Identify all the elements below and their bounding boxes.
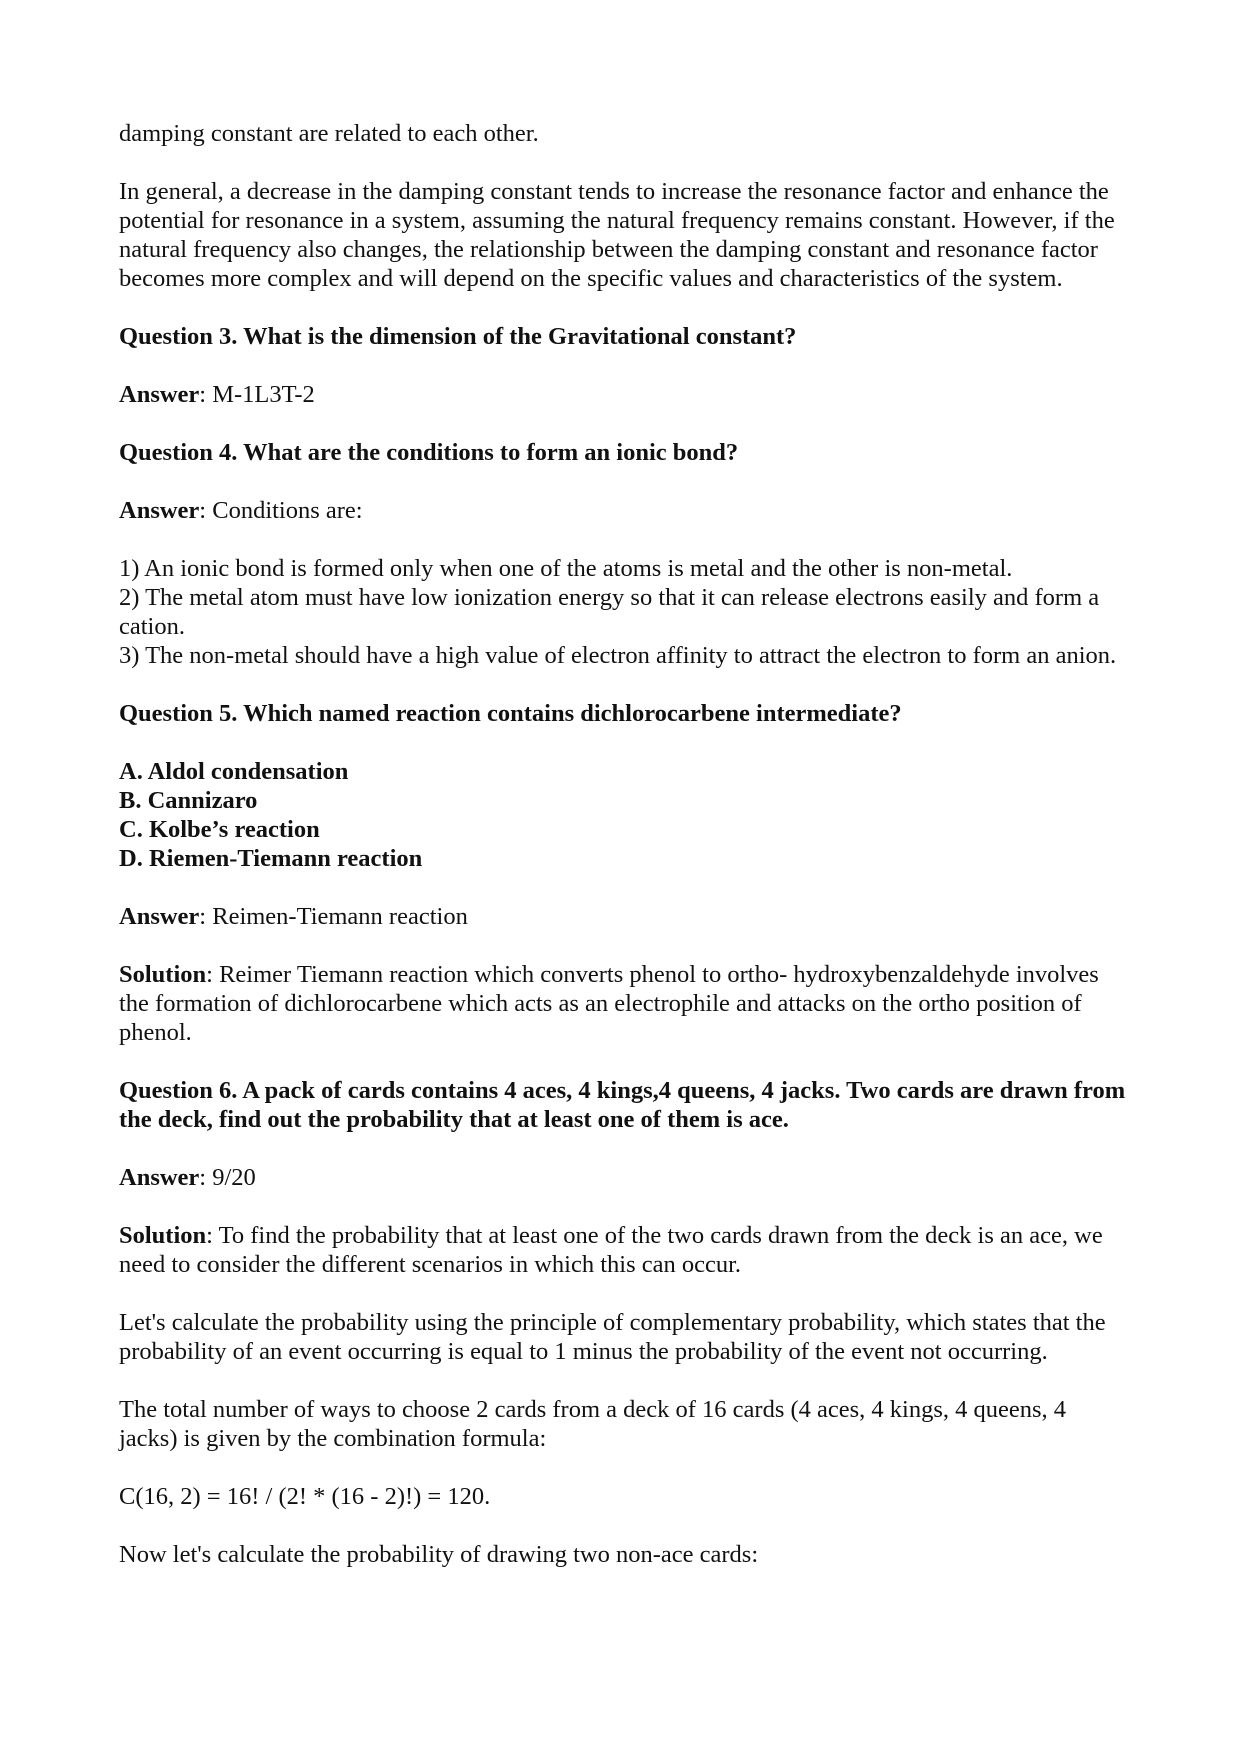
condition-item: 2) The metal atom must have low ionization energy so that it can release electrons easily and form a cation. — [119, 584, 1100, 640]
answer-label: Answer — [119, 1164, 200, 1191]
question-6: Question 6. A pack of cards contains 4 aces, 4 kings,4 queens, 4 jacks. Two cards are drawn from the deck, find out the probability that at least one of them is ace. — [119, 1077, 1126, 1133]
option-c: C. Kolbe’s reaction — [119, 816, 320, 843]
answer-6-text: : 9/20 — [199, 1164, 256, 1191]
answer-4-text: : Conditions are: — [199, 497, 363, 524]
solution-6-text: : To find the probability that at least one of the two cards drawn from the deck is an ace, we need to consider the different scenarios in which this can occur. — [119, 1222, 1103, 1278]
solution-5 — [119, 960, 1129, 1047]
answer-label: Answer — [119, 497, 200, 524]
combination-formula: C(16, 2) = 16! / (2! * (16 - 2)!) = 120. — [119, 1483, 491, 1510]
general-paragraph: In general, a decrease in the damping constant tends to increase the resonance factor and enhance the potential for resonance in a system, assuming the natural frequency remains constant. However, if the natural frequency also changes, the relationship between the damping constant and resonance factor becomes more complex and will depend on the specific values and characteristics of the system. — [119, 178, 1115, 292]
answer-3-text: : M-1L3T-2 — [199, 381, 315, 408]
complementary-paragraph: Let's calculate the probability using the principle of complementary probability, which states that the probability of an event occurring is equal to 1 minus the probability of the event not occurring. — [119, 1309, 1106, 1365]
option-d: D. Riemen-Tiemann reaction — [119, 845, 423, 872]
answer-label: Answer — [119, 903, 200, 930]
combination-paragraph: The total number of ways to choose 2 cards from a deck of 16 cards (4 aces, 4 kings, 4 queens, 4 jacks) is given by the combination formula: — [119, 1396, 1067, 1452]
option-b: B. Cannizaro — [119, 787, 258, 814]
question-3: Question 3. What is the dimension of the Gravitational constant? — [119, 323, 797, 350]
answer-label: Answer — [119, 381, 200, 408]
option-a: A. Aldol condensation — [119, 758, 349, 785]
question-4: Question 4. What are the conditions to form an ionic bond? — [119, 439, 739, 466]
intro-continuation: damping constant are related to each other. — [119, 120, 539, 147]
document-page — [119, 119, 1129, 1598]
answer-3 — [119, 380, 1129, 409]
solution-label: Solution — [119, 961, 207, 988]
condition-item: 1) An ionic bond is formed only when one of the atoms is metal and the other is non-metal. — [119, 555, 1013, 582]
non-ace-paragraph: Now let's calculate the probability of drawing two non-ace cards: — [119, 1541, 759, 1568]
options-list — [119, 757, 1129, 873]
answer-5 — [119, 902, 1129, 931]
answer-6 — [119, 1163, 1129, 1192]
solution-label: Solution — [119, 1222, 207, 1249]
solution-6 — [119, 1221, 1129, 1279]
solution-5-text: : Reimer Tiemann reaction which converts phenol to ortho- hydroxybenzaldehyde involves the formation of dichlorocarbene which acts as an electrophile and attacks on the ortho position of phenol. — [119, 961, 1099, 1046]
answer-4 — [119, 496, 1129, 525]
question-5: Question 5. Which named reaction contains dichlorocarbene intermediate? — [119, 700, 902, 727]
answer-5-text: : Reimen-Tiemann reaction — [199, 903, 468, 930]
condition-item: 3) The non-metal should have a high value of electron affinity to attract the electron to form an anion. — [119, 642, 1117, 669]
conditions-list — [119, 554, 1129, 670]
